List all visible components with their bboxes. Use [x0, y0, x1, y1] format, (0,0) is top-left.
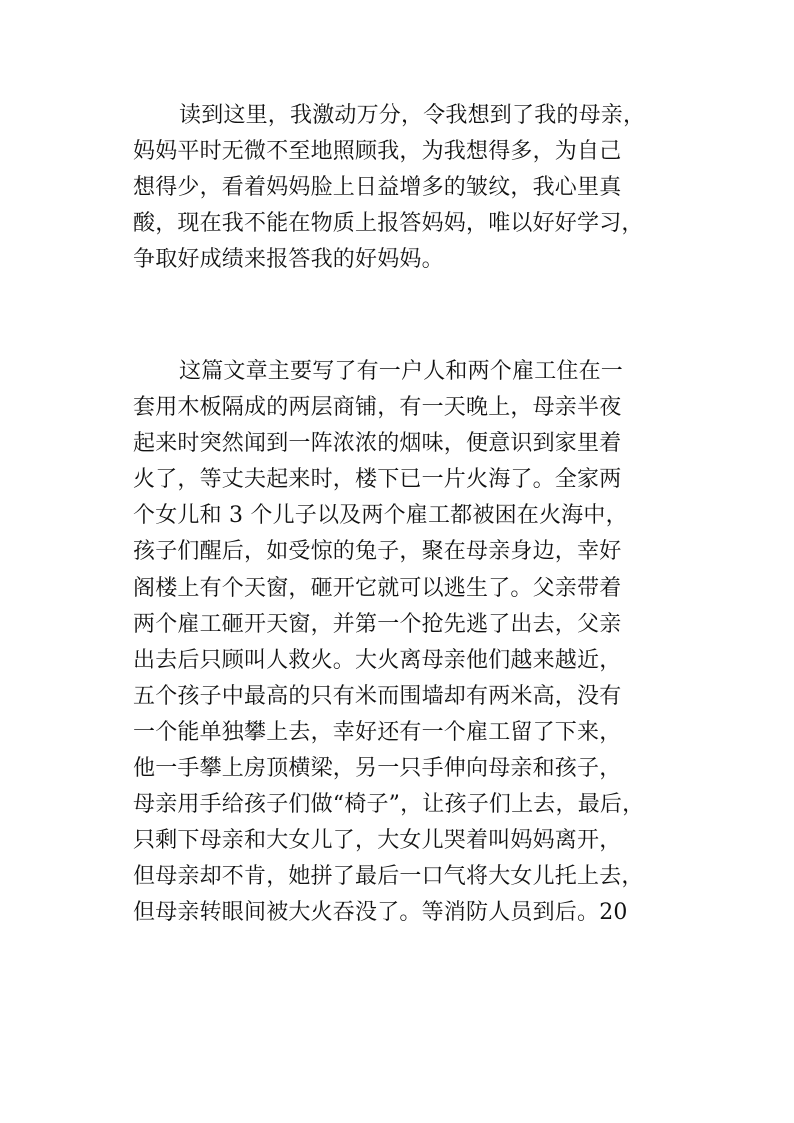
text-line: 一个能单独攀上去，幸好还有一个雇工留了下来，	[133, 719, 622, 745]
text-line: 阁楼上有个天窗，砸开它就可以逃生了。父亲带着	[133, 575, 622, 601]
text-line: 但母亲转眼间被大火吞没了。等消防人员到后。20	[133, 900, 628, 926]
text-line: 两个雇工砸开天窗，并第一个抢先逃了出去，父亲	[133, 611, 622, 637]
paragraph-reflection	[133, 98, 663, 278]
text-line: 只剩下母亲和大女儿了，大女儿哭着叫妈妈离开，	[133, 828, 622, 854]
text-line: 读到这里，我激动万分，令我想到了我的母亲，	[179, 103, 646, 128]
text-line: 个女儿和 3 个儿子以及两个雇工都被困在火海中，	[133, 503, 628, 529]
text-line: 想得少，看着妈妈脸上日益增多的皱纹，我心里真	[133, 175, 622, 201]
text-line: 起来时突然闻到一阵浓浓的烟味，便意识到家里着	[133, 431, 622, 457]
paragraph-summary	[133, 354, 663, 932]
text-line: 孩子们醒后，如受惊的兔子，聚在母亲身边，幸好	[133, 539, 622, 565]
text-line: 火了，等丈夫起来时，楼下已一片火海了。全家两	[133, 467, 622, 493]
text-line: 出去后只顾叫人救火。大火离母亲他们越来越近，	[133, 647, 622, 673]
text-line: 他一手攀上房顶横梁，另一只手伸向母亲和孩子，	[133, 756, 622, 782]
text-line: 五个孩子中最高的只有米而围墙却有两米高，没有	[133, 683, 622, 709]
text-line: 套用木板隔成的两层商铺，有一天晚上，母亲半夜	[133, 395, 622, 421]
text-line: 母亲用手给孩子们做“椅子”，让孩子们上去，最后，	[133, 792, 645, 818]
text-line: 妈妈平时无微不至地照顾我，为我想得多，为自己	[133, 139, 622, 165]
text-line: 但母亲却不肯，她拼了最后一口气将大女儿托上去，	[133, 864, 644, 890]
text-line: 这篇文章主要写了有一户人和两个雇工住在一	[179, 359, 624, 384]
text-line: 争取好成绩来报答我的好妈妈。	[133, 247, 444, 273]
text-line: 酸，现在我不能在物质上报答妈妈，唯以好好学习，	[133, 211, 644, 237]
